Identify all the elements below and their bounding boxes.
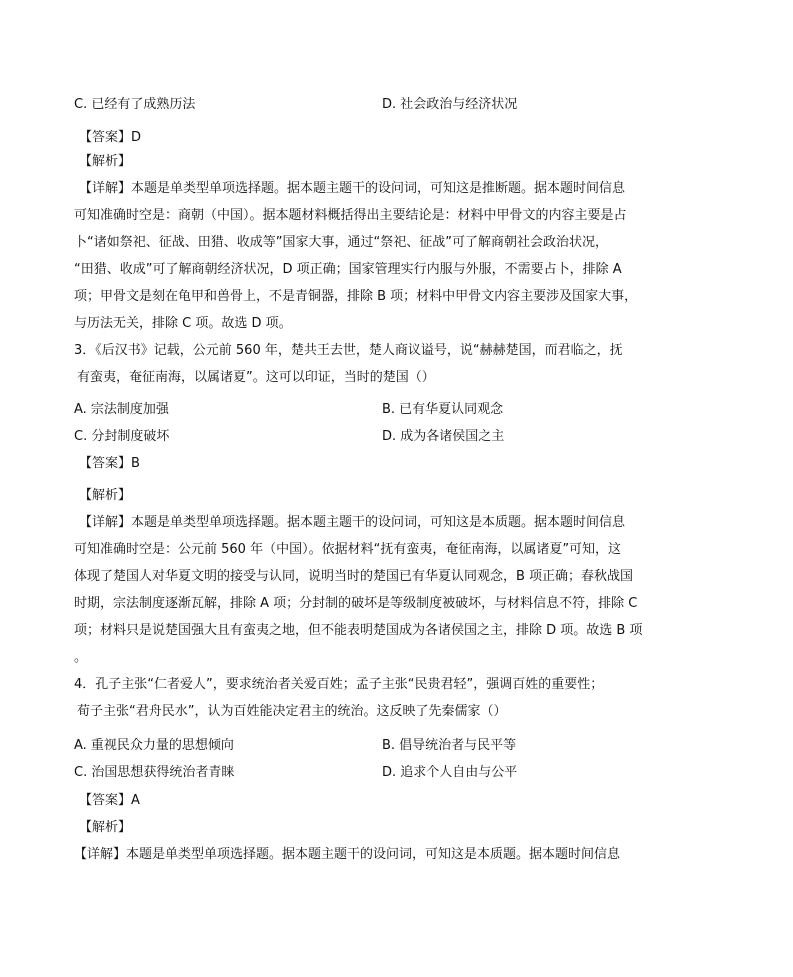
q2-option-c: C. 已经有了成熟历法 bbox=[74, 97, 196, 112]
q2-detail-line: “田猎、收成”可了解商朝经济状况，D 项正确；国家管理实行内服与外服，不需要占卜，排除 A bbox=[74, 262, 622, 277]
q4-option-d: D. 追求个人自由与公平 bbox=[382, 765, 518, 780]
q3-detail-line: 体现了楚国人对华夏文明的接受与认同，说明当时的楚国已有华夏认同观念，B 项正确；春秋战国 bbox=[74, 569, 634, 584]
q4-stem: 荀子主张“君舟民水”，认为百姓能决定君主的统治。这反映了先秦儒家（） bbox=[77, 704, 507, 719]
q3-option-d: D. 成为各诸侯国之主 bbox=[382, 429, 505, 444]
q2-analysis-label: 【解析】 bbox=[79, 154, 132, 169]
q2-detail-line: 与历法无关，排除 C 项。故选 D 项。 bbox=[74, 316, 292, 331]
q3-stem: 3．《后汉书》记载，公元前 560 年，楚共王去世，楚人商议谥号，说“赫赫楚国，而君临之，抚 bbox=[74, 343, 623, 358]
q4-option-a: A. 重视民众力量的思想倾向 bbox=[74, 738, 234, 753]
q3-analysis-label: 【解析】 bbox=[79, 488, 132, 503]
q3-stem: 有蛮夷，奄征南海，以属诸夏”。这可以印证，当时的楚国（） bbox=[77, 370, 435, 385]
q3-detail-line: 。 bbox=[74, 650, 88, 665]
q3-option-b: B. 已有华夏认同观念 bbox=[382, 402, 504, 417]
q4-option-b: B. 倡导统治者与民平等 bbox=[382, 738, 517, 753]
q4-option-c: C. 治国思想获得统治者青睐 bbox=[74, 765, 235, 780]
q3-detail-line: 【详解】本题是单类型单项选择题。据本题主题干的设问词，可知这是本质题。据本题时间信息 bbox=[79, 515, 626, 530]
q2-detail-line: 可知准确时空是：商朝（中国）。据本题材料概括得出主要结论是：材料中甲骨文的内容主要是占 bbox=[74, 208, 627, 223]
q2-detail-line: 卜“诸如祭祀、征战、田猎、收成等”国家大事，通过“祭祀、征战”可了解商朝社会政治状况， bbox=[74, 235, 608, 250]
q3-option-a: A. 宗法制度加强 bbox=[74, 402, 169, 417]
q3-detail-line: 项；材料只是说楚国强大且有蛮夷之地，但不能表明楚国成为各诸侯国之主，排除 D 项。故选 B 项 bbox=[74, 623, 643, 638]
q2-option-d: D. 社会政治与经济状况 bbox=[382, 97, 518, 112]
q3-answer: 【答案】B bbox=[79, 456, 140, 471]
q2-answer: 【答案】D bbox=[79, 130, 142, 145]
q3-option-c: C. 分封制度破坏 bbox=[74, 429, 170, 444]
q4-answer: 【答案】A bbox=[79, 793, 140, 808]
q4-detail-line: 【详解】本题是单类型单项选择题。据本题主题干的设问词，可知这是本质题。据本题时间信息 bbox=[74, 847, 621, 862]
q3-detail-line: 时期，宗法制度逐渐瓦解，排除 A 项；分封制的破坏是等级制度被破坏，与材料信息不符，排除 C bbox=[74, 596, 638, 611]
q4-stem: 4．孔子主张“仁者爱人”，要求统治者关爱百姓；孟子主张“民贵君轻”，强调百姓的重要性； bbox=[74, 677, 604, 692]
q2-detail-line: 项；甲骨文是刻在龟甲和兽骨上，不是青铜器，排除 B 项；材料中甲骨文内容主要涉及国家大事， bbox=[74, 289, 638, 304]
q2-detail-line: 【详解】本题是单类型单项选择题。据本题主题干的设问词，可知这是推断题。据本题时间信息 bbox=[79, 181, 626, 196]
q3-detail-line: 可知准确时空是：公元前 560 年（中国）。依据材料“抚有蛮夷，奄征南海，以属诸夏”可知，这 bbox=[74, 542, 622, 557]
q4-analysis-label: 【解析】 bbox=[79, 820, 132, 835]
